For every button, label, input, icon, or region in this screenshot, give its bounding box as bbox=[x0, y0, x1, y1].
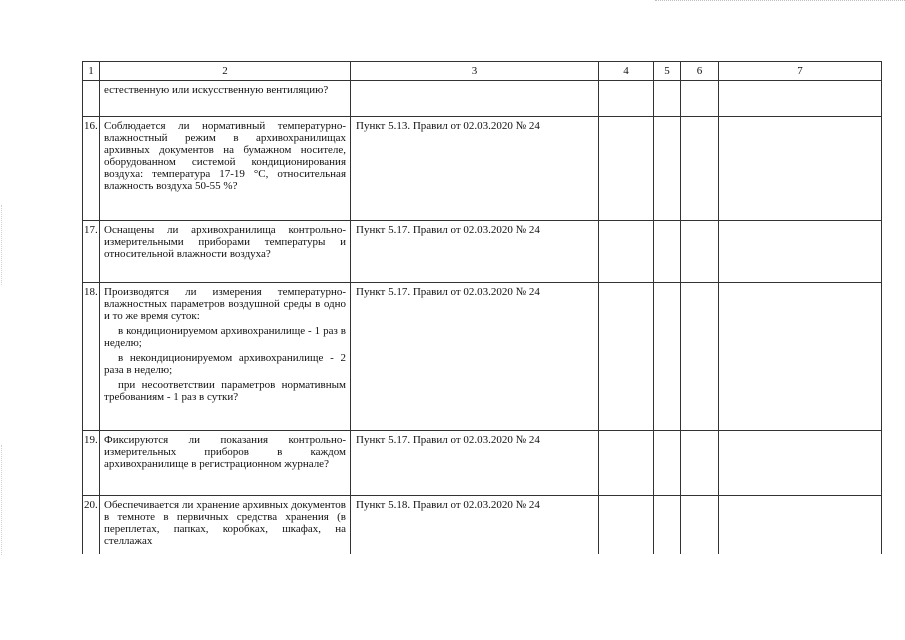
row-question-cell bbox=[100, 283, 351, 431]
sub-item bbox=[104, 325, 346, 349]
scan-edge-top bbox=[655, 0, 905, 3]
column-header: 2 bbox=[100, 62, 351, 81]
column-header: 3 bbox=[351, 62, 599, 81]
row-cell-5 bbox=[654, 283, 681, 431]
row-cell-7 bbox=[719, 431, 882, 496]
row-question: Обеспечивается ли хранение архивных документов в темноте в первичных средства хранения (в переплетах, папках, коробках, шкафах, на стеллажах bbox=[100, 496, 351, 554]
row-number: 16. bbox=[83, 117, 100, 221]
row-question: естественную или искусственную вентиляцию? bbox=[100, 81, 351, 117]
row-cell-5 bbox=[654, 496, 681, 554]
row-reference bbox=[351, 81, 599, 117]
row-question: Фиксируются ли показания контрольно-измерительных приборов в каждом архивохранилище в регистрационном журнале? bbox=[100, 431, 351, 496]
row-number: 19. bbox=[83, 431, 100, 496]
row-number: 18. bbox=[83, 283, 100, 431]
checklist-table bbox=[82, 61, 882, 554]
row-reference: Пункт 5.17. Правил от 02.03.2020 № 24 bbox=[351, 431, 599, 496]
row-number: 20. bbox=[83, 496, 100, 554]
column-header: 4 bbox=[599, 62, 654, 81]
row-cell-5 bbox=[654, 221, 681, 283]
row-cell-4 bbox=[599, 221, 654, 283]
table-header-row bbox=[83, 62, 882, 81]
sub-item-text: в кондиционируемом архивохранилище - 1 раз в неделю; bbox=[104, 325, 346, 349]
row-reference: Пункт 5.17. Правил от 02.03.2020 № 24 bbox=[351, 283, 599, 431]
table-row bbox=[83, 117, 882, 221]
row-cell-7 bbox=[719, 81, 882, 117]
scan-edge-left-lower bbox=[1, 445, 3, 555]
row-number bbox=[83, 81, 100, 117]
row-number: 17. bbox=[83, 221, 100, 283]
sub-item-text: при несоответствии параметров нормативным требованиям - 1 раз в сутки? bbox=[104, 379, 346, 403]
row-cell-6 bbox=[681, 431, 719, 496]
row-cell-4 bbox=[599, 431, 654, 496]
sub-item bbox=[104, 379, 346, 403]
table-row bbox=[83, 221, 882, 283]
row-cell-6 bbox=[681, 496, 719, 554]
row-cell-6 bbox=[681, 283, 719, 431]
row-cell-4 bbox=[599, 283, 654, 431]
row-cell-6 bbox=[681, 117, 719, 221]
column-header: 6 bbox=[681, 62, 719, 81]
row-cell-5 bbox=[654, 81, 681, 117]
row-question: Оснащены ли архивохранилища контрольно-измерительными приборами температуры и относительной влажности воздуха? bbox=[100, 221, 351, 283]
sub-item-text: в некондиционируемом архивохранилище - 2 раза в неделю; bbox=[104, 352, 346, 376]
table-row bbox=[83, 81, 882, 117]
column-header: 1 bbox=[83, 62, 100, 81]
row-cell-7 bbox=[719, 496, 882, 554]
row-cell-5 bbox=[654, 117, 681, 221]
scan-edge-left bbox=[1, 205, 3, 285]
row-cell-5 bbox=[654, 431, 681, 496]
row-question: Соблюдается ли нормативный температурно-влажностный режим в архивохранилищах архивных документов на бумажном носителе, оборудованном системой кондиционирования воздуха: температура 17-19 °С, относительная влажность воздуха 50-55 %? bbox=[100, 117, 351, 221]
row-cell-7 bbox=[719, 117, 882, 221]
column-header: 5 bbox=[654, 62, 681, 81]
row-cell-4 bbox=[599, 81, 654, 117]
row-reference: Пункт 5.18. Правил от 02.03.2020 № 24 bbox=[351, 496, 599, 554]
row-cell-7 bbox=[719, 221, 882, 283]
sub-item bbox=[104, 352, 346, 376]
row-reference: Пункт 5.17. Правил от 02.03.2020 № 24 bbox=[351, 221, 599, 283]
row-cell-7 bbox=[719, 283, 882, 431]
table-row bbox=[83, 283, 882, 431]
row-cell-4 bbox=[599, 496, 654, 554]
table-row bbox=[83, 496, 882, 554]
row-cell-6 bbox=[681, 221, 719, 283]
row-cell-4 bbox=[599, 117, 654, 221]
row-question: Производятся ли измерения температурно-влажностных параметров воздушной среды в одно и то же время суток: bbox=[104, 286, 346, 322]
column-header: 7 bbox=[719, 62, 882, 81]
table-row bbox=[83, 431, 882, 496]
row-reference: Пункт 5.13. Правил от 02.03.2020 № 24 bbox=[351, 117, 599, 221]
row-cell-6 bbox=[681, 81, 719, 117]
